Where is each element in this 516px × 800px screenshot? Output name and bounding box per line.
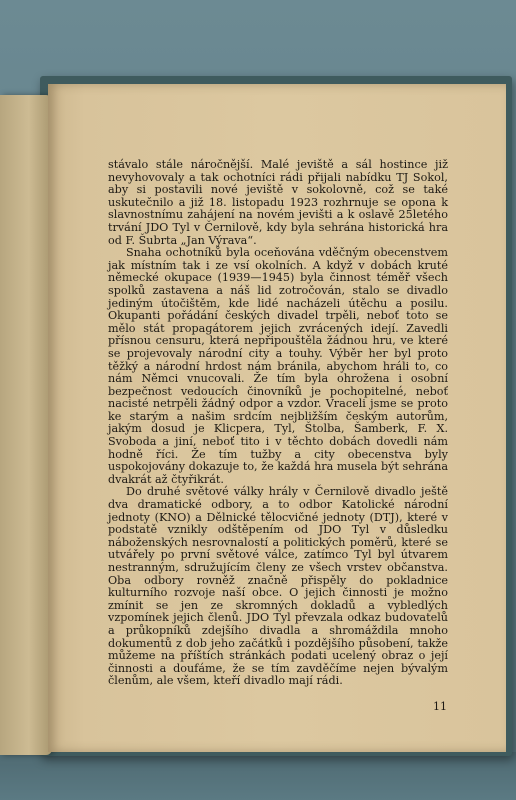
page-number: 11 bbox=[433, 700, 447, 713]
paragraph-1: stávalo stále náročnější. Malé jeviště a sál hostince již nevyhovovaly a tak ochotníci rádi přijali nabídku TJ Sokol, aby si postavili nové jeviště v sokolovně, což se také uskutečnilo a již 18. listopadu 1923 rozhrnuje se opona k slavnostnímu zahájení na novém jevišti a k oslavě 25letého trvání JDO Tyl v Černilově, kdy byla sehrána historická hra od F. Šubrta „Jan Výrava“. bbox=[108, 158, 448, 247]
left-page-edge bbox=[0, 95, 52, 755]
page-text bbox=[108, 159, 448, 688]
table-surface bbox=[0, 752, 516, 800]
paragraph-3: Do druhé světové války hrály v Černilově divadlo ještě dva dramatické odbory, a to odbor Katolické národní jednoty (KNO) a Dělnické tělocvičné jednoty (DTJ), které v podstatě vznikly odštěpením od JDO Tyl v důsledku náboženských nesrovnalostí a politických poměrů, které se utvářely po první světové válce, zatímco Tyl byl útvarem nestranným, sdružujícím členy ze všech vrstev občanstva. Oba odbory rovněž značně přispěly do pokladnice kulturního rozvoje naší obce. O jejich činnosti je možno zmínit se jen ze skromných dokladů a vybledlých vzpomínek jejich členů. JDO Tyl převzala odkaz budovatelů a průkopníků zdejšího divadla a shromáždila mnoho dokumentů z dob jeho začátků i pozdějšího působení, takže můžeme na příštích stránkách podati ucelený obraz o její činnosti a doufáme, že se tím zavděčíme nejen bývalým členům, ale všem, kteří divadlo mají rádi. bbox=[108, 485, 448, 688]
paragraph-2: Snaha ochotníků byla oceňována vděčným obecenstvem jak místním tak i ze vsí okolních. A když v dobách kruté německé okupace (1939—1945) byla činnost téměř všech spolků zastavena a náš lid zotročován, stalo se divadlo jediným útočištěm, kde lidé nacházeli útěchu a posilu. Okupanti pořádání českých divadel trpěli, neboť toto se mělo stát propagátorem jejich zvrácených idejí. Zavedli přísnou censuru, která nepřipouštěla žádnou hru, ve které se projevovaly národní city a touhy. Výběr her byl proto těžký a národní hrdost nám bránila, abychom hráli to, co nám Němci vnucovali. Že tím byla ohrožena i osobní bezpečnost vedoucích činovníků je pochopitelné, neboť nacisté netrpěli žádný odpor a vzdor. Vraceli jsme se proto ke starým a našim srdcím nejbližším českým autorům, jakým dosud je Klicpera, Tyl, Štolba, Šamberk, F. X. Svoboda a jiní, neboť tito i v těchto dobách dovedli nám hodně říci. Že tím tužby a city obecenstva byly uspokojovány dokazuje to, že každá hra musela být sehrána dvakrát až čtyřikrát. bbox=[108, 246, 448, 486]
book-page bbox=[48, 84, 506, 752]
